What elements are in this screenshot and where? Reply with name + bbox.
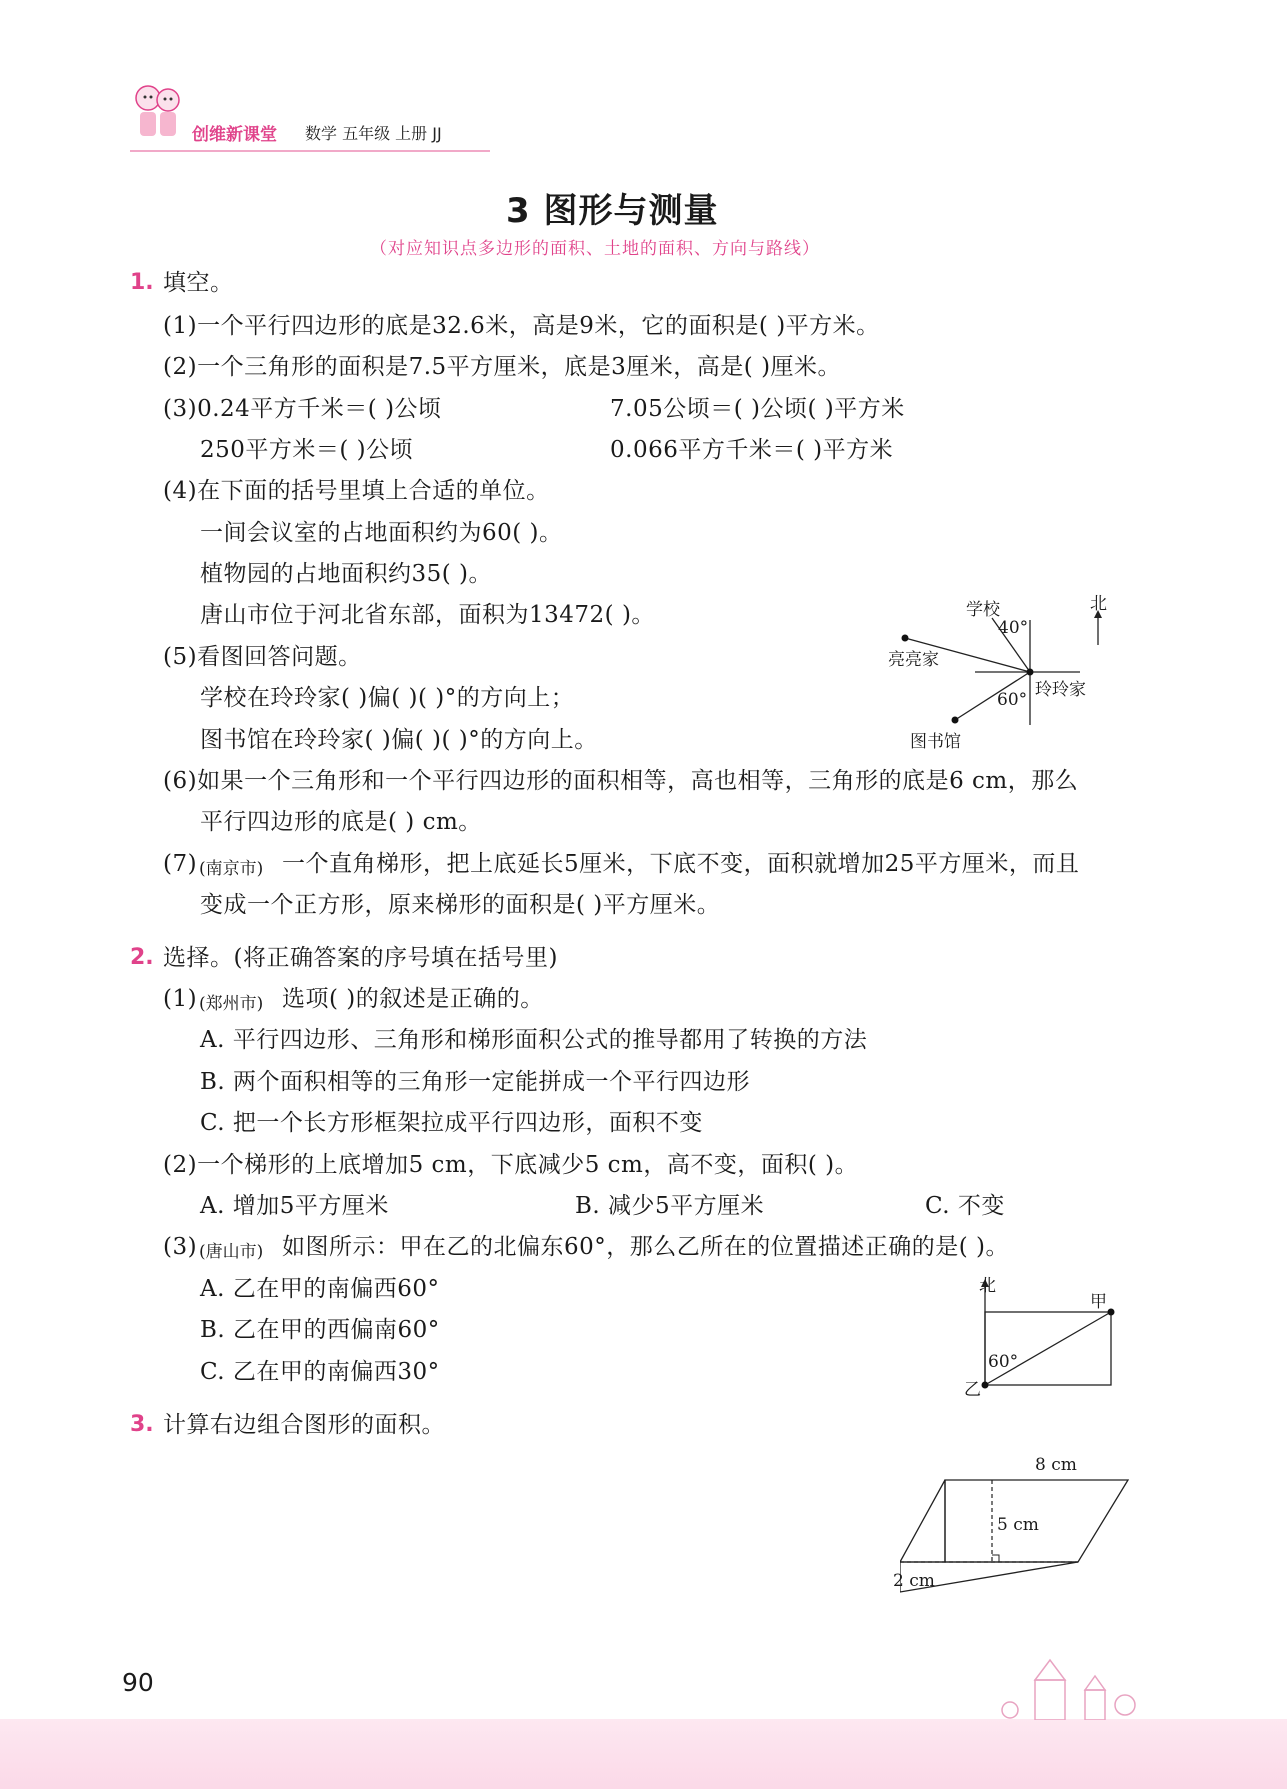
page-title: 3 图形与测量 [506,191,719,231]
direction-figure [880,590,1125,750]
angle-label: 60° [988,1352,1019,1372]
q2-3-option-c: C. 乙在甲的南偏西30° [200,1359,440,1385]
north-label-2: 北 [979,1276,996,1296]
q2-2-option-a: A. 增加5平方厘米 [200,1193,389,1219]
q1-4b: 植物园的占地面积约35( )。 [200,561,493,587]
q2-1-option-b: B. 两个面积相等的三角形一定能拼成一个平行四边形 [200,1069,751,1095]
angle-40-label: 40° [998,618,1029,638]
q1-1: (1)一个平行四边形的底是32.6米，高是9米，它的面积是( )平方米。 [163,313,880,339]
page-subtitle: （对应知识点多边形的面积、土地的面积、方向与路线） [370,239,820,259]
q2-2-text: (2)一个梯形的上底增加5 cm，下底减少5 cm，高不变，面积( )。 [163,1152,859,1178]
q1-5a: 学校在玲玲家( )偏( )( )°的方向上； [200,685,575,711]
q1-4: (4)在下面的括号里填上合适的单位。 [163,478,550,504]
page-number: 90 [122,1668,154,1697]
q1-7-city: (南京市) [199,859,264,879]
q1-7b: 变成一个正方形，原来梯形的面积是( )平方厘米。 [200,892,721,918]
north-label: 北 [1090,594,1107,614]
q1-7: 一个直角梯形，把上底延长5厘米，下底不变，面积就增加25平方厘米，而且 [282,851,1080,877]
q1-3a: (3)0.24平方千米＝( )公顷 [163,396,442,422]
q2-1-option-c: C. 把一个长方形框架拉成平行四边形，面积不变 [200,1110,703,1136]
q1-5b: 图书馆在玲玲家( )偏( )( )°的方向上。 [200,727,598,753]
q1-label: 填空。 [163,270,234,296]
q2-1-prefix: (1) [163,986,198,1012]
height-label: 5 cm [997,1515,1039,1535]
header-divider [130,150,490,152]
footer-band [0,1719,1287,1789]
q2-2-option-b: B. 减少5平方厘米 [575,1193,765,1219]
footer-castle-icon [985,1650,1155,1720]
header-logo: 创维新课堂 [192,125,277,145]
q2-1-text: 选项( )的叙述是正确的。 [282,986,544,1012]
q2-3-text: 如图所示：甲在乙的北偏东60°，那么乙所在的位置描述正确的是( )。 [282,1234,1010,1260]
q2-1-city: (郑州市) [199,994,264,1014]
q1-3c: 250平方米＝( )公顷 [200,437,414,463]
side-length-label: 2 cm [893,1571,935,1591]
q1-7-prefix: (7) [163,851,198,877]
q1-3d: 0.066平方千米＝( )平方米 [610,437,894,463]
q1-2: (2)一个三角形的面积是7.5平方厘米，底是3厘米，高是( )厘米。 [163,354,842,380]
q2-2-option-c: C. 不变 [925,1193,1005,1219]
liangliang-label: 亮亮家 [888,650,939,670]
header-book-info: 数学 五年级 上册 JJ [305,124,442,143]
library-label: 图书馆 [910,732,961,752]
q1-number: 1. [130,270,154,295]
composite-shape-figure [900,1470,1140,1600]
q2-number: 2. [130,945,154,970]
lingling-label: 玲玲家 [1035,680,1086,700]
q2-3-option-a: A. 乙在甲的南偏西60° [200,1276,440,1302]
q1-3b: 7.05公顷＝( )公顷( )平方米 [610,396,905,422]
school-label: 学校 [966,600,1000,620]
yi-label: 乙 [964,1380,981,1400]
q2-label: 选择。(将正确答案的序号填在括号里) [163,945,558,971]
q3-label: 计算右边组合图形的面积。 [163,1412,445,1438]
q1-6: (6)如果一个三角形和一个平行四边形的面积相等，高也相等，三角形的底是6 cm，那么 [163,768,1079,794]
angle-60-label: 60° [997,690,1028,710]
q1-5: (5)看图回答问题。 [163,644,362,670]
q2-3-prefix: (3) [163,1234,198,1260]
q1-6b: 平行四边形的底是( ) cm。 [200,809,482,835]
q3-number: 3. [130,1412,154,1437]
q2-3-option-b: B. 乙在甲的西偏南60° [200,1317,440,1343]
q1-4a: 一间会议室的占地面积约为60( )。 [200,520,563,546]
q1-4c: 唐山市位于河北省东部，面积为13472( )。 [200,602,655,628]
q2-1-option-a: A. 平行四边形、三角形和梯形面积公式的推导都用了转换的方法 [200,1027,868,1053]
q2-3-city: (唐山市) [199,1242,264,1262]
header-mascot-icon [130,78,186,148]
jia-label: 甲 [1090,1292,1107,1312]
top-length-label: 8 cm [1035,1455,1077,1475]
